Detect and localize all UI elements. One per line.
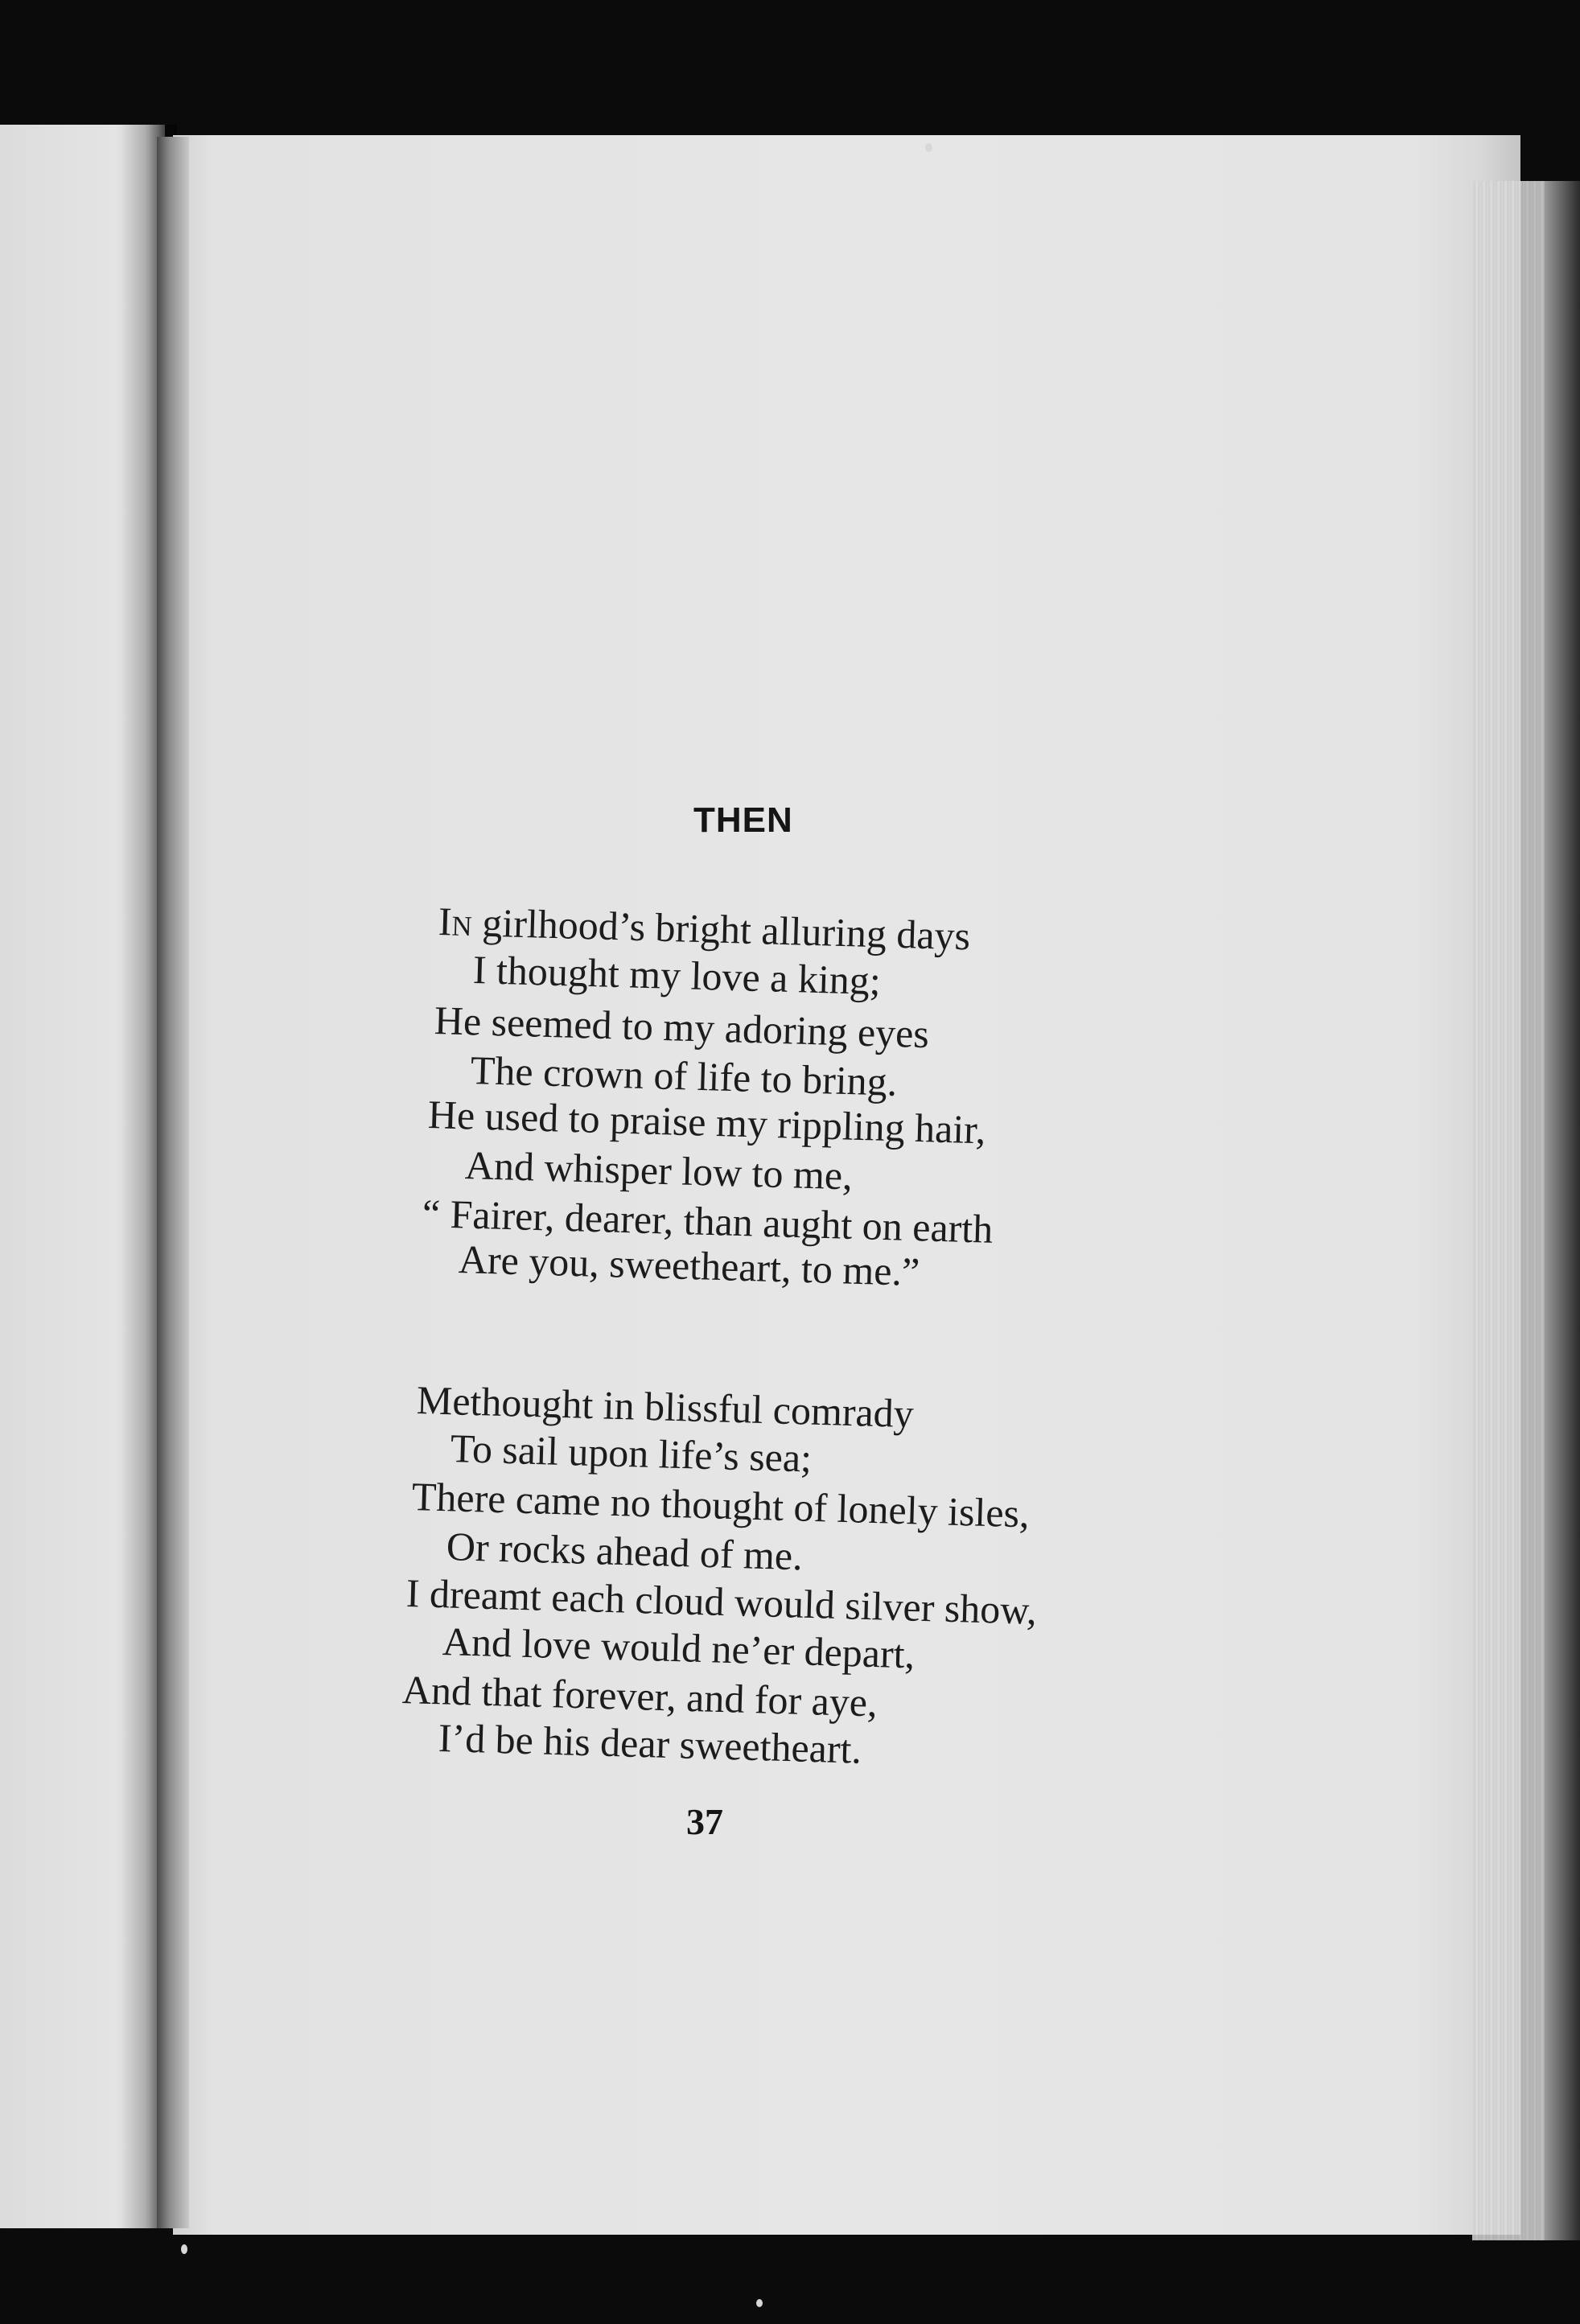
poem-line: “ Fairer, dearer, than aught on earth	[422, 1191, 994, 1252]
poem-line: He used to praise my rippling hair,	[427, 1092, 987, 1153]
poem-line: To sail upon life’s sea;	[450, 1425, 813, 1481]
poem-line: He seemed to my adoring eyes	[434, 997, 930, 1057]
poem-line: And whisper low to me,	[464, 1142, 854, 1199]
poem-line: Or rocks ahead of me.	[446, 1524, 804, 1579]
poem-line: The crown of life to bring.	[470, 1047, 898, 1104]
poem-line: I thought my love a king;	[472, 947, 882, 1004]
poem-line: Are you, sweetheart, to me.”	[458, 1236, 920, 1294]
poem-line: There came no thought of lonely isles,	[411, 1474, 1031, 1536]
poem-line: And love would ne’er depart,	[442, 1619, 915, 1677]
poem-title: THEN	[693, 800, 793, 840]
poem-line: And that forever, and for aye,	[401, 1667, 878, 1726]
first-word-small-caps: In	[438, 899, 473, 945]
poem-line: I’d be his dear sweetheart.	[438, 1715, 862, 1772]
page-number: 37	[686, 1801, 723, 1842]
poem-line: Methought in blissful comrady	[416, 1377, 915, 1437]
poem-line: I dreamt each cloud would silver show,	[405, 1570, 1038, 1633]
line-text: girlhood’s bright alluring days	[471, 899, 971, 959]
